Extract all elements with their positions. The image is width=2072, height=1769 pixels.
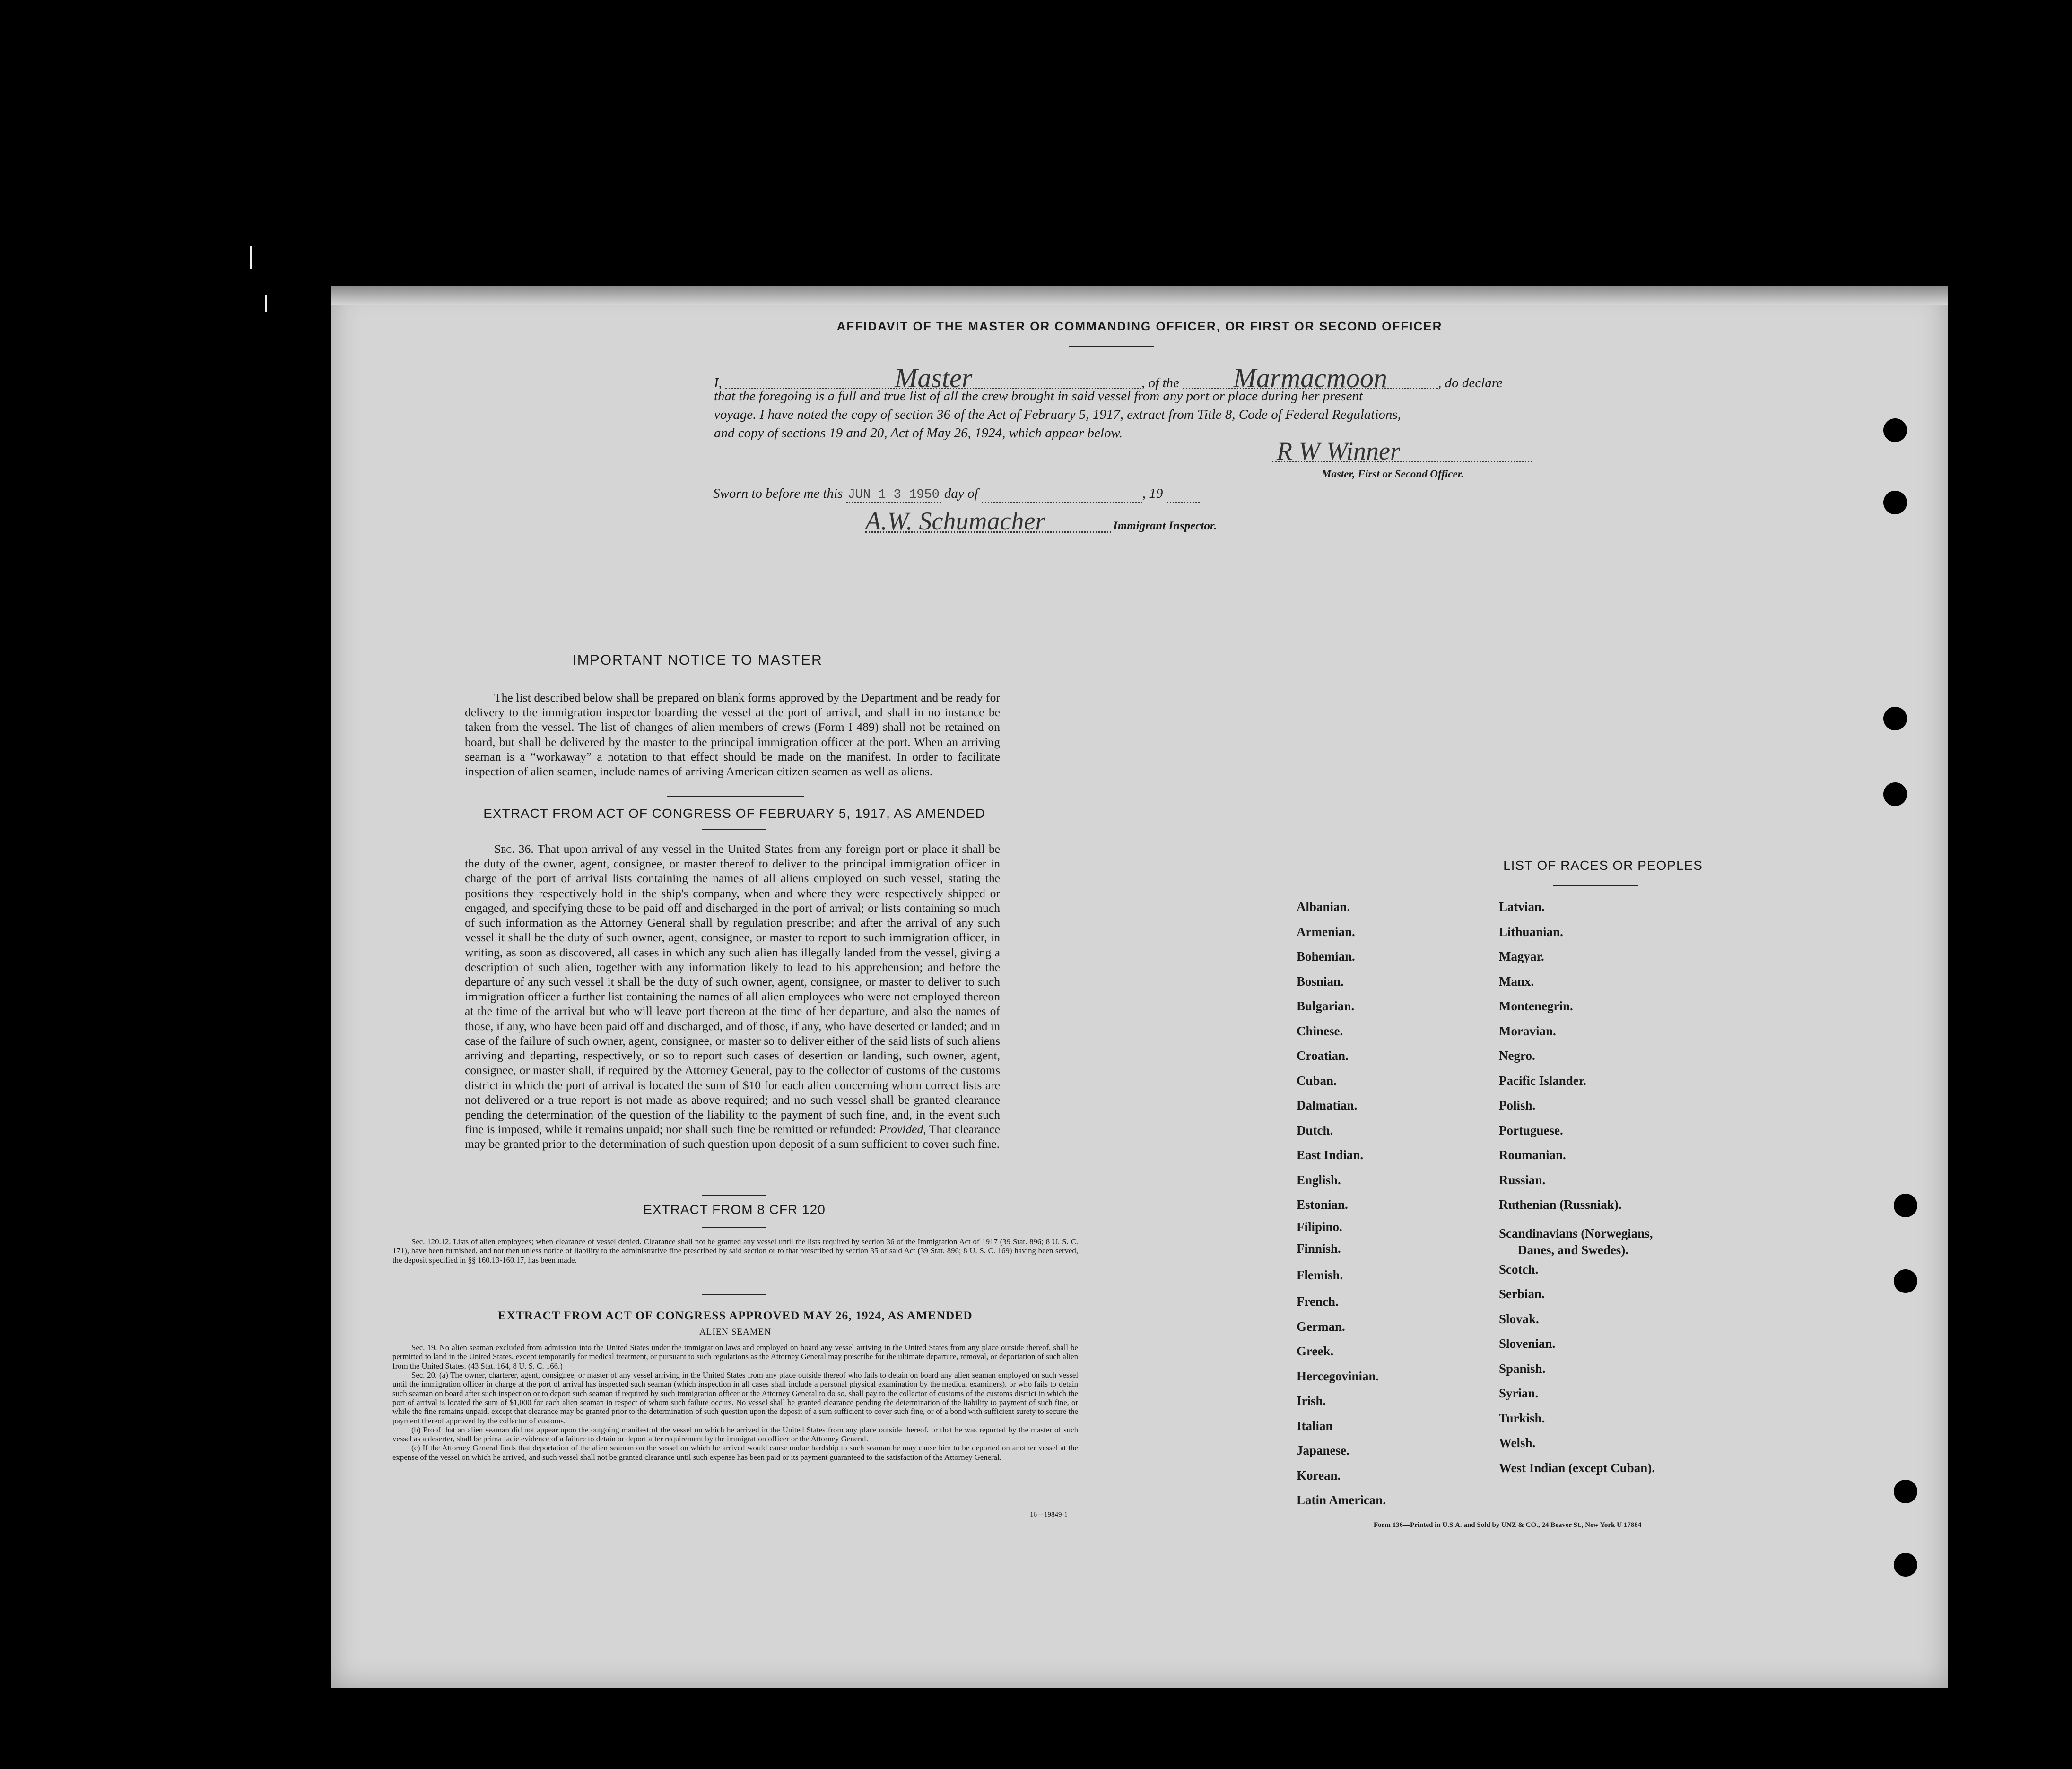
scan-mark <box>265 295 267 312</box>
race-item: Estonian. <box>1297 1197 1348 1212</box>
race-item: Negro. <box>1499 1049 1535 1063</box>
extract-1917-body-end: That clearance may be granted prior to the determination of such question upon deposit of a sum sufficient to cover such fine. <box>465 1122 1001 1151</box>
race-item: Japanese. <box>1297 1443 1349 1457</box>
races-column-1 <box>1297 894 1386 1513</box>
binder-hole <box>1883 707 1907 730</box>
race-item: Chinese. <box>1297 1023 1343 1038</box>
race-item: Irish. <box>1297 1394 1326 1408</box>
divider <box>702 1294 766 1295</box>
race-item: Cuban. <box>1297 1073 1337 1088</box>
race-item: Spanish. <box>1499 1361 1546 1376</box>
race-item: Polish. <box>1499 1098 1536 1112</box>
race-item: Albanian. <box>1297 900 1350 914</box>
sworn-year: , 19 <box>1142 486 1163 501</box>
race-item: Greek. <box>1297 1344 1334 1358</box>
race-item: Latin American. <box>1297 1493 1386 1507</box>
affidavit-title: AFFIDAVIT OF THE MASTER OR COMMANDING OFFICER, OR FIRST OR SECOND OFFICER <box>836 319 1443 333</box>
race-item: Pacific Islander. <box>1499 1073 1586 1088</box>
race-item: Scotch. <box>1499 1262 1539 1276</box>
extract-1917-title: EXTRACT FROM ACT OF CONGRESS OF FEBRUARY 5, 1917, AS AMENDED <box>483 806 985 821</box>
race-item: Lithuanian. <box>1499 924 1563 939</box>
notice-text: The list described below shall be prepared on blank forms approved by the Department and be ready for delivery to the immigration inspector boarding the vessel at the port of arrival, and shall in no instance be taken from the vessel. The list of changes of alien members of crews (Form I-489) shall not be retained on board, but shall be delivered by the master to the principal immigration officer at the port. When an arriving seaman is a “workaway” a notation to that effect should be made on the manifest. In order to facilitate inspection of alien seamen, include names of arriving American citizen seamen as well as aliens. <box>465 691 1000 779</box>
divider <box>1069 346 1154 347</box>
extract-1924-title: EXTRACT FROM ACT OF CONGRESS APPROVED MAY 26, 1924, AS AMENDED <box>498 1309 973 1322</box>
sworn-month-field <box>982 486 1142 503</box>
extract-1917-provided: Provided, <box>879 1122 926 1136</box>
divider <box>702 1195 766 1196</box>
extract-1924-sec20b: (b) Proof that an alien seaman did not appear upon the outgoing manifest of the vessel on which he arrived in the United States from any place outside thereof, or that he was reported by the master of such vessel as a deserter, shall be prima facie evidence of a failure to detain or deport after requirement by the immigration officer or the Attorney General. <box>392 1425 1078 1444</box>
race-item: Croatian. <box>1297 1049 1349 1063</box>
race-item: Bohemian. <box>1297 949 1355 963</box>
race-item: Turkish. <box>1499 1411 1545 1425</box>
race-item: Serbian. <box>1499 1287 1545 1301</box>
race-item: Montenegrin. <box>1499 999 1573 1013</box>
race-item: Italian <box>1297 1418 1333 1433</box>
race-item: Bulgarian. <box>1297 999 1355 1013</box>
divider <box>667 796 804 797</box>
race-item: Russian. <box>1499 1172 1546 1187</box>
race-item: East Indian. <box>1297 1148 1364 1162</box>
master-signature-caption: Master, First or Second Officer. <box>1322 468 1464 480</box>
binder-hole <box>1894 1553 1917 1577</box>
divider <box>702 1227 766 1228</box>
race-item: Manx. <box>1499 974 1534 989</box>
race-item: Korean. <box>1297 1468 1341 1483</box>
divider <box>1553 885 1638 886</box>
master-name-field <box>725 363 1141 393</box>
extract-1917-sec: Sec. 36. <box>494 842 534 856</box>
race-item: Latvian. <box>1499 900 1545 914</box>
race-item: Roumanian. <box>1499 1148 1566 1162</box>
sworn-year-field <box>1167 486 1200 503</box>
master-signature: R W Winner <box>1277 437 1400 465</box>
binder-hole <box>1894 1194 1917 1217</box>
extract-cfr-text: Sec. 120.12. Lists of alien employees; when clearance of vessel denied. Clearance shall not be granted any vessel until the lists required by section 36 of the Immigration Act of 1917 (39 Stat. 896; 8 U. S. C. 171), have been furnished, and not then unless notice of liability to the administrative fine prescribed by said section or to that prescribed by section 35 of said Act (39 Stat. 896; 8 U. S. C. 169) having been served, the deposit specified in §§ 160.13-160.17, has been made. <box>392 1237 1078 1265</box>
extract-1924-subtitle: ALIEN SEAMEN <box>699 1327 771 1337</box>
date-stamp: JUN 1 3 1950 <box>847 488 940 502</box>
document-sheet <box>331 286 1948 1688</box>
affidavit-declare: , do declare <box>1438 375 1503 390</box>
race-item: Magyar. <box>1499 949 1544 963</box>
affidavit-line1 <box>714 363 1660 393</box>
master-name: Master <box>895 363 973 393</box>
binder-hole <box>1894 1269 1917 1293</box>
extract-1924-sec19: Sec. 19. No alien seaman excluded from admission into the United States under the immigration laws and employed on board any vessel arriving in the United States from any place outside thereof, shall be permitted to land in the United States, except temporarily for medical treatment, or pursuant to such regulations as the Attorney General may prescribe for the ultimate departure, removal, or deportation of such alien from the United States. (43 Stat. 164, 8 U. S. C. 166.) <box>392 1343 1078 1370</box>
sworn-date-field <box>846 486 941 503</box>
race-item: Welsh. <box>1499 1436 1536 1450</box>
affidavit-i: I, <box>714 375 722 390</box>
race-item: Slovak. <box>1499 1311 1539 1326</box>
master-signature-field <box>1272 436 1532 465</box>
binder-hole <box>1883 418 1907 442</box>
race-item: Moravian. <box>1499 1023 1556 1038</box>
sworn-prefix: Sworn to before me this <box>713 486 843 501</box>
affidavit-line4: and copy of sections 19 and 20, Act of May 26, 1924, which appear below. <box>714 425 1123 441</box>
race-item: Flemish. <box>1297 1268 1343 1282</box>
race-item: Ruthenian (Russniak). <box>1499 1197 1622 1212</box>
binder-hole <box>1894 1480 1917 1503</box>
sworn-day: day of <box>944 486 978 501</box>
race-item: Danes, and Swedes). <box>1518 1242 1629 1257</box>
race-item: Scandinavians (Norwegians, <box>1499 1226 1653 1240</box>
extract-cfr-title: EXTRACT FROM 8 CFR 120 <box>643 1202 826 1217</box>
divider <box>702 829 766 830</box>
races-title: LIST OF RACES OR PEOPLES <box>1503 858 1703 873</box>
race-item: Syrian. <box>1499 1386 1539 1400</box>
form-number: 16—19849-1 <box>1030 1511 1068 1518</box>
notice-title: IMPORTANT NOTICE TO MASTER <box>572 652 823 668</box>
sheet-edge-shadow <box>331 286 1948 305</box>
inspector-line <box>865 507 1217 535</box>
extract-1924-text <box>392 1343 1078 1462</box>
inspector-caption: Immigrant Inspector. <box>1113 520 1217 532</box>
scan-mark <box>250 246 252 269</box>
sworn-line <box>713 486 1200 503</box>
printer-footer: Form 136—Printed in U.S.A. and Sold by UNZ & CO., 24 Beaver St., New York U 17884 <box>1374 1521 1642 1529</box>
inspector-signature-field <box>865 507 1111 535</box>
inspector-signature: A.W. Schumacher <box>865 507 1045 535</box>
race-item: West Indian (except Cuban). <box>1499 1460 1655 1475</box>
binder-hole <box>1883 782 1907 806</box>
race-item: Hercegovinian. <box>1297 1369 1379 1383</box>
vessel-name: Marmacmoon <box>1233 363 1387 393</box>
race-item: Armenian. <box>1297 924 1355 939</box>
extract-1917-text <box>465 841 1000 1152</box>
race-item: Finnish. <box>1297 1241 1341 1256</box>
race-item: French. <box>1297 1294 1339 1309</box>
race-item: English. <box>1297 1172 1341 1187</box>
race-item: Bosnian. <box>1297 974 1344 989</box>
vessel-name-field <box>1183 363 1438 393</box>
race-item: Slovenian. <box>1499 1336 1556 1351</box>
extract-1924-sec20c: (c) If the Attorney General finds that deportation of the alien seaman on the vessel on which he arrived would cause undue hardship to such seaman he may cause him to be deported on another vessel at the expense of the vessel on which he arrived, and such vessel shall not be granted clearance until such expense has been paid or its payment guaranteed to the satisfaction of the Attorney General. <box>392 1443 1078 1462</box>
binder-hole <box>1883 491 1907 514</box>
races-column-2 <box>1499 894 1655 1480</box>
affidavit-line3: voyage. I have noted the copy of section 36 of the Act of February 5, 1917, extract from Title 8, Code of Federal Regulations, <box>714 407 1401 422</box>
race-item: Dutch. <box>1297 1123 1333 1137</box>
affidavit-of-the: , of the <box>1141 375 1179 390</box>
race-item: Portuguese. <box>1499 1123 1563 1137</box>
extract-1924-sec20a: Sec. 20. (a) The owner, charterer, agent, consignee, or master of any vessel arriving in the United States from any place outside thereof who fails to detain on board any alien seaman employed on such vessel until the immigration officer in charge at the port of arrival has inspected such seaman (which inspection in all cases shall include a personal physical examination by the medical examiners), or who fails to detain such seaman on board after such inspection or to deport such seaman if required by such immigration officer or the Attorney General to do so, shall pay to the collector of customs of the customs district in which the port of arrival is located the sum of $1,000 for each alien seaman in respect of whom such failure occurs. No vessel shall be granted clearance pending the determination of the liability to payment of such fine, or while the fine remains unpaid, except that clearance may be granted prior to the determination of such question upon the deposit of a sum sufficient to cover such fine, or of a bond with sufficient surety to secure the payment thereof approved by the collector of customs. <box>392 1370 1078 1425</box>
race-item: German. <box>1297 1319 1345 1334</box>
race-item: Filipino. <box>1297 1219 1342 1234</box>
race-item: Dalmatian. <box>1297 1098 1358 1112</box>
affidavit-line2: that the foregoing is a full and true list of all the crew brought in said vessel from any port or place during her present <box>714 389 1363 404</box>
extract-1917-body: That upon arrival of any vessel in the United States from any foreign port or place it shall be the duty of the owner, agent, consignee, or master thereof to deliver to the principal immigration officer in charge of the port of arrival lists containing the names of all aliens employed on such vessel, stating the positions they respectively hold in the ship's company, when and where they were respectively shipped or engaged, and specifying those to be paid off and discharged in the port of arrival; or lists containing so much of such information as the Attorney General shall by regulation prescribe; and after the arrival of any such vessel it shall be the duty of such owner, agent, consignee, or master to report to such immigration officer, in writing, as soon as discovered, all cases in which any such alien has illegally landed from the vessel, giving a description of such alien, together with any information likely to lead to his apprehension; and before the departure of any such vessel it shall be the duty of such owner, agent, consignee, or master to deliver to such immigration officer a further list containing the names of all alien employees who were not employed thereon at the time of the arrival but who will leave port thereon at the time of her departure, and also the names of those, if any, who have been paid off and discharged, and of those, if any, who have deserted or landed; and in case of the failure of such owner, agent, consignee, or master so to deliver either of the said lists of such aliens arriving and departing, respectively, or so to report such cases of desertion or landing, such owner, agent, consignee, or master shall, if required by the Attorney General, pay to the collector of customs of the customs district in which the port of arrival is located the sum of $10 for each alien concerning whom correct lists are not delivered or a true report is not made as above required; and no such vessel shall be granted clearance pending the determination of the question of the liability to the payment of such fine, and, in the event such fine is imposed, while it remains unpaid; nor shall such fine be remitted or refunded: <box>465 842 1000 1136</box>
